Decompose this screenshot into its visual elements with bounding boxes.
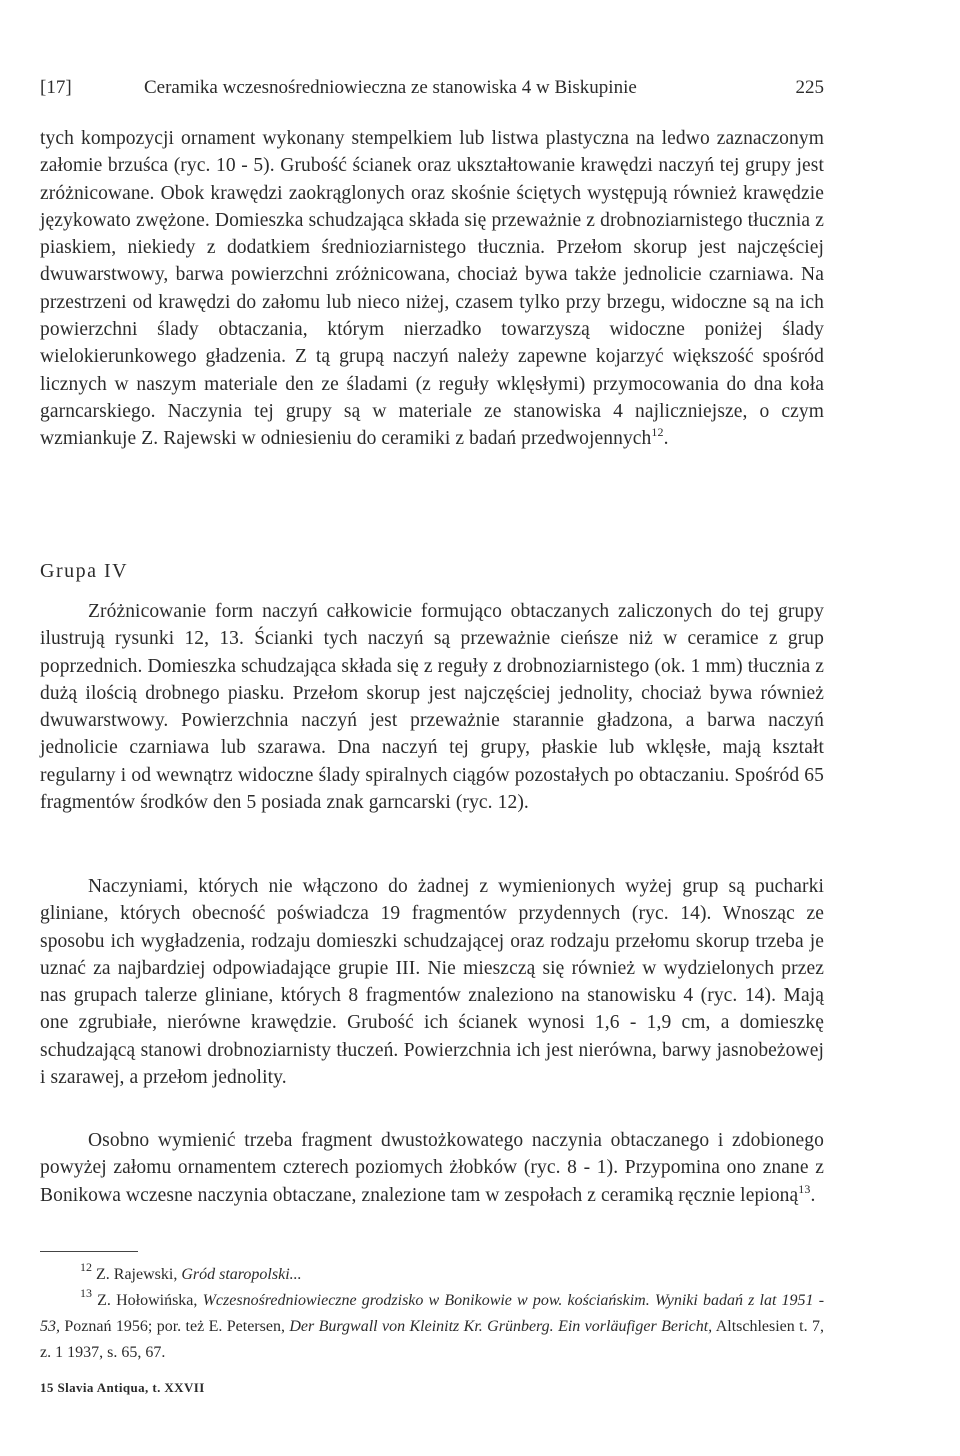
paragraph-4-text: Osobno wymienić trzeba fragment dwustożkowatego naczynia obtaczanego i zdobionego powyżej załomu ornamentem czterech poziomych żłobków (ryc. 8 - 1). Przypomina ono znane z Bonikowa wczesne naczynia obtaczane, znalezione tam w zespołach z ceramiką ręcznie lepioną	[40, 1130, 824, 1206]
paragraph-1	[40, 125, 824, 453]
section-heading: Grupa IV	[40, 560, 129, 582]
footnote-13-middle: Poznań 1956; por. też E. Petersen,	[64, 1318, 285, 1335]
footnote-13-title-2: Der Burgwall von Kleinitz Kr. Grünberg. Ein vorläufiger Bericht,	[289, 1318, 713, 1335]
paragraph-2-text: Zróżnicowanie form naczyń całkowicie formująco obtaczanych zaliczonych do tej grupy ilustrują rysunki 12, 13. Ścianki tych naczyń są przeważnie cieńsze niż w ceramice z grup poprzednich. Domieszka schudzająca składa się z reguły z drobnoziarnistego (ok. 1 mm) tłucznia z dużą ilością drobnego piasku. Przełom skorup jest najczęściej jednolity, chociaż bywa również dwuwarstwowy. Powierzchnia naczyń jest przeważnie starannie gładzona, a barwa naczyń jednolicie czarniawa lub szarawa. Dna naczyń tej grupy, płaskie lub wklęsłe, mają kształt regularny i od wewnątrz widoczne ślady spiralnych ciągów pozostałych po obtaczaniu. Spośród 65 fragmentów środków den 5 posiada znak garncarski (ryc. 12).	[40, 601, 824, 814]
paragraph-3-text: Naczyniami, których nie włączono do żadnej z wymienionych wyżej grup są pucharki gliniane, których obecność poświadcza 19 fragmentów przydennych (ryc. 14). Wnosząc ze sposobu ich wygładzenia, rodzaju domieszki schudzającej oraz rodzaju przełomu skorup trzeba je uznać za najbardziej odpowiadające grupie III. Nie mieszczą się również w wydzielonych przez nas grupach talerze gliniane, których 8 fragmentów znaleziono na stanowisku 4 (ryc. 14). Mają one zgrubiałe, nierówne krawędzie. Grubość ich ścianek wynosi 1,6 - 1,9 cm, a domieszkę schudzającą stanowi drobnoziarnisty tłuczeń. Powierzchnia ich jest nierówna, barwy jasnobeżowej i szarawej, a przełom jednolity.	[40, 876, 824, 1089]
paragraph-4-end: .	[810, 1184, 816, 1206]
footnote-13	[40, 1288, 824, 1366]
paragraph-1-text: tych kompozycji ornament wykonany stempelkiem lub listwa plastyczna na ledwo zaznaczonym załomie brzuśca (ryc. 10 - 5). Grubość ścianek oraz ukształtowanie krawędzi naczyń tej grupy jest zróżnicowane. Obok krawędzi zaokrąglonych oraz skośnie ściętych występują również krawędzie językowato zwężone. Domieszka schudzająca składa się przeważnie z drobnoziarnistego tłucznia z piaskiem, niekiedy z dodatkiem średnioziarnistego tłucznia. Przełom skorup jest najczęściej dwuwarstwowy, barwa powierzchni zróżnicowana, chociaż bywa także jednolicie czarniawa. Na przestrzeni od krawędzi do załomu lub nieco niżej, czasem tylko przy brzegu, widoczne są na ich powierzchni ślady obtaczania, którym nierzadko towarzyszą widoczne poniżej ślady wielokierunkowego gładzenia. Z tą grupą naczyń należy zapewne kojarzyć większość spośród licznych w naszym materiale den ze śladami (z reguły wklęsłymi) przymocowania do dna koła garncarskiego. Naczynia tej grupy są w materiale ze stanowiska 4 najliczniejsze, o czym wzmiankuje Z. Rajewski w odniesieniu do ceramiki z badań przedwojennych	[40, 128, 824, 450]
footnote-13-number: 13	[80, 1286, 92, 1300]
paragraph-2	[40, 598, 824, 816]
footnote-12-title: Gród staropolski...	[181, 1266, 302, 1283]
paragraph-1-end: .	[663, 428, 669, 450]
running-title: Ceramika wczesnośredniowieczna ze stanowiska 4 w Biskupinie	[144, 77, 637, 98]
footnote-12-author: Z. Rajewski,	[96, 1266, 178, 1283]
paragraph-3	[40, 873, 824, 1091]
footnote-ref-12[interactable]: 12	[651, 425, 664, 440]
footnote-13-author: Z. Hołowińska,	[97, 1292, 198, 1309]
section-number: [17]	[40, 77, 72, 98]
paragraph-4	[40, 1127, 824, 1209]
signature-mark: 15 Slavia Antiqua, t. XXVII	[40, 1380, 205, 1395]
footnote-13-end: Altschlesien t. 7, z. 1 1937, s. 65, 67.	[40, 1318, 825, 1361]
footnote-divider	[40, 1251, 138, 1252]
page-number: 225	[795, 77, 824, 98]
footnote-12-number: 12	[80, 1260, 92, 1274]
footnote-ref-13[interactable]: 13	[798, 1181, 811, 1196]
footnote-12	[40, 1262, 824, 1288]
footnote-13-title: Wczesnośredniowieczne grodzisko w Bonikowie w pow. kościańskim. Wyniki badań z lat 1951 - 53,	[40, 1292, 825, 1335]
